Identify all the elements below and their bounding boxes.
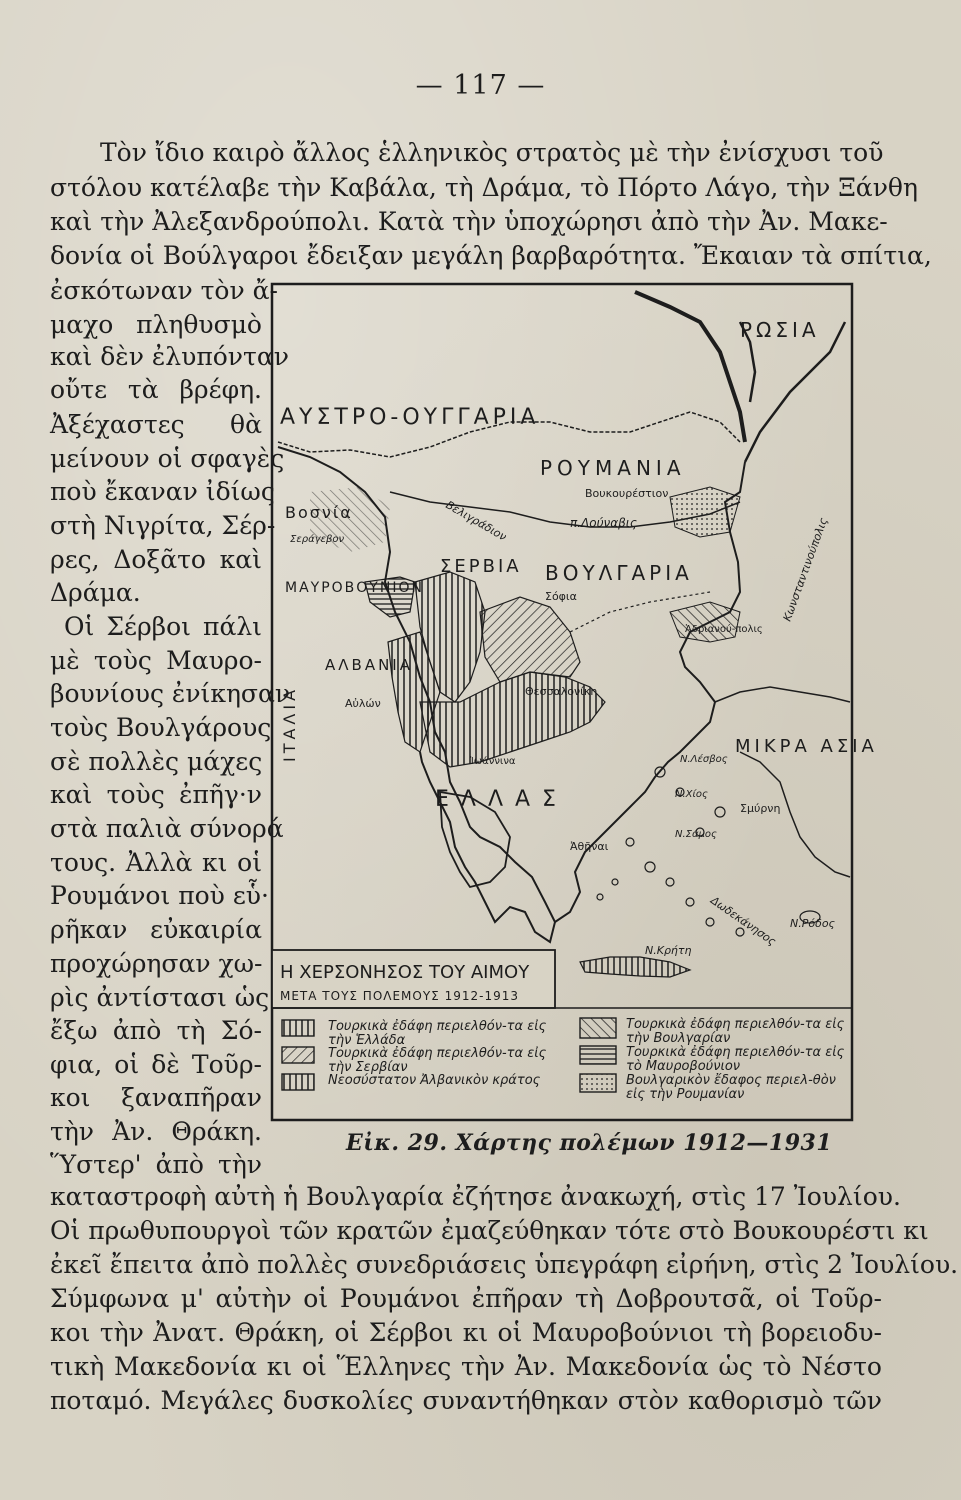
text-line: Δράμα.	[50, 578, 141, 607]
text-line: ρὶς ἀντίστασι ὡς	[50, 983, 270, 1012]
text-line: Οἱ πρωθυπουργοὶ τῶν κρατῶν ἐμαζεύθηκαν τότε στὸ Βουκουρέστι κι	[50, 1216, 929, 1245]
text-line: μείνουν οἱ σφαγὲς	[50, 444, 285, 473]
text-line: ἐσκότωναν τὸν ἄ-	[50, 276, 278, 305]
legend-swatch	[282, 1074, 314, 1090]
legend-label: Τουρκικὰ ἐδάφη περιελθόν-τα εἰς τὸ Μαυροβούνιον	[626, 1045, 845, 1074]
label-sarajevo: Σεράγεβον	[290, 534, 345, 545]
text-line: τους. Ἀλλὰ κι οἱ	[50, 848, 262, 877]
legend-label: Τουρκικὰ ἐδάφη περιελθόν-τα εἰς τὴν Ἑλλάδα	[328, 1019, 547, 1048]
text-line: προχώρησαν χω-	[50, 949, 263, 978]
map-subtitle: ΜΕΤΑ ΤΟΥΣ ΠΟΛΕΜΟΥΣ 1912-1913	[280, 989, 519, 1003]
map-figure	[270, 282, 878, 1122]
text-line: ρῆκαν εὐκαιρία	[50, 915, 262, 944]
text-line: Οἱ Σέρβοι πάλι	[64, 612, 262, 641]
legend-label: Τουρκικὰ ἐδάφη περιελθόν-τα εἰς τὴν Βουλγαρίαν	[626, 1017, 845, 1046]
label-albania: ΑΛΒΑΝΙΑ	[325, 656, 413, 674]
label-avlona: Αὐλών	[345, 697, 381, 710]
crete	[580, 957, 690, 977]
text-line: βουνίους ἐνίκησαν	[50, 679, 291, 708]
label-dodecanese: Δωδεκάνησος	[708, 893, 779, 949]
label-ioannina: Ἰωάννινα	[470, 756, 516, 767]
label-rhodes: Ν.Ρόδος	[790, 917, 836, 930]
text-line: στόλου κατέλαβε τὴν Καβάλα, τὴ Δράμα, τὸ Πόρτο Λάγο, τὴν Ξάνθη	[50, 173, 918, 202]
text-line: τικὴ Μακεδονία κι οἱ Ἕλληνες τὴν Ἀν. Μακεδονία ὡς τὸ Νέστο	[50, 1352, 882, 1381]
text-line: καὶ τὴν Ἀλεξανδρούπολι. Κατὰ τὴν ὑποχώρησι ἀπὸ τὴν Ἀν. Μακε-	[50, 207, 888, 236]
text-line: μαχο πληθυσμὸ	[50, 310, 262, 339]
label-lesbos: Ν.Λέσβος	[680, 754, 728, 765]
legend-swatch	[580, 1018, 616, 1038]
page-number: — 117 —	[415, 70, 546, 101]
text-line: ποταμό. Μεγάλες δυσκολίες συναντήθηκαν στὸν καθορισμὸ τῶν	[50, 1386, 882, 1415]
label-thessaloniki: Θεσσαλονίκη	[525, 685, 598, 698]
text-line: μὲ τοὺς Μαυρο-	[50, 646, 262, 675]
text-line: φια, οἱ δὲ Τοῦρ-	[50, 1050, 262, 1079]
text-line: Σύμφωνα μ' αὐτὴν οἱ Ρουμάνοι ἐπῆραν τὴ Δοβρουτσᾶ, οἱ Τοῦρ-	[50, 1284, 882, 1313]
aegean-islands	[597, 767, 820, 936]
label-minor-asia: ΜΙΚΡΑ ΑΣΙΑ	[735, 736, 878, 757]
text-line: τοὺς Βουλγάρους	[50, 713, 272, 742]
legend-label: Νεοσύστατον Ἀλβανικὸν κράτος	[328, 1073, 541, 1088]
label-sofia: Σόφια	[545, 590, 577, 603]
text-line: ἔξω ἀπὸ τὴ Σό-	[50, 1016, 262, 1045]
text-line: Ρουμάνοι ποὺ εὗ·	[50, 881, 269, 910]
legend-swatch	[282, 1047, 314, 1063]
label-greece: ΕΛΛΑΣ	[435, 787, 568, 812]
text-line: Τὸν ἴδιο καιρὸ ἄλλος ἑλληνικὸς στρατὸς μὲ τὴν ἐνίσχυσι τοῦ	[100, 138, 884, 167]
text-line: καταστροφὴ αὐτὴ ἡ Βουλγαρία ἐζήτησε ἀνακωχή, στὶς 17 Ἰουλίου.	[50, 1182, 901, 1211]
legend-label: Τουρκικὰ ἐδάφη περιελθόν-τα εἰς τὴν Σερβίαν	[328, 1046, 547, 1075]
label-smyrna: Σμύρνη	[740, 802, 781, 815]
dobruja-area	[670, 487, 740, 537]
legend-swatch	[580, 1074, 616, 1092]
text-line: ἐκεῖ ἔπειτα ἀπὸ πολλὲς συνεδριάσεις ὑπεγράφη εἰρήνη, στὶς 2 Ἰουλίου.	[50, 1250, 959, 1279]
label-bulgaria: ΒΟΥΛΓΑΡΙΑ	[545, 561, 693, 585]
text-line: Ἀξέχαστες θὰ	[50, 410, 262, 439]
text-line: τὴν Ἀν. Θράκη.	[50, 1117, 262, 1146]
label-belgrade: Βελιγράδιον	[443, 498, 509, 544]
label-bucharest: Βουκουρέστιον	[585, 487, 669, 500]
text-line: ποὺ ἔκαναν ἰδίως	[50, 477, 275, 506]
text-line: κοι ξαναπῆραν	[50, 1083, 262, 1112]
text-line: καὶ τοὺς ἐπῆγ·ν	[50, 780, 262, 809]
label-italy: ΙΤΑΛΙΑ	[280, 685, 299, 762]
label-adrianople: Ἀδριανού-πολις	[685, 624, 763, 635]
legend-swatch	[282, 1020, 314, 1036]
coastline-black-sea	[745, 322, 845, 462]
label-constantinople: Κωνσταντινούπολις	[780, 515, 831, 624]
label-athens: Ἀθῆναι	[570, 840, 609, 853]
label-russia: ΡΩΣΙΑ	[740, 318, 820, 342]
text-line: οὔτε τὰ βρέφη.	[50, 375, 262, 404]
text-line: δονία οἱ Βούλγαροι ἔδειξαν μεγάλη βαρβαρότητα. Ἔκαιαν τὰ σπίτια,	[50, 241, 932, 270]
label-bosnia: Βοσνία	[285, 503, 353, 522]
label-austria: ΑΥΣΤΡΟ-ΟΥΓΓΑΡΙΑ	[280, 405, 540, 430]
label-montenegro: ΜΑΥΡΟΒΟΥΝΙΟΝ	[285, 580, 424, 596]
text-line: κοι τὴν Ἀνατ. Θράκη, οἱ Σέρβοι κι οἱ Μαυροβούνιοι τὴ βορειοδυ-	[50, 1318, 882, 1347]
text-line: Ὕστερ' ἀπὸ τὴν	[50, 1150, 262, 1179]
label-serbia: ΣΕΡΒΙΑ	[440, 556, 522, 577]
legend-label: Βουλγαρικὸν ἔδαφος περιελ-θὸν εἰς τὴν Ρουμανίαν	[626, 1073, 836, 1102]
label-crete: Ν.Κρήτη	[645, 944, 692, 957]
label-romania: ΡΟΥΜΑΝΙΑ	[540, 456, 686, 480]
text-line: στὴ Νιγρίτα, Σέρ-	[50, 511, 276, 540]
text-line: ρες, Δοξᾶτο καὶ	[50, 545, 262, 574]
label-samos: Ν.Σάμος	[675, 829, 717, 840]
text-line: καὶ δὲν ἐλυπόνταν	[50, 342, 289, 371]
label-chios: Ν.Χίος	[675, 789, 708, 800]
map-title: Η ΧΕΡΣΟΝΗΣΟΣ ΤΟΥ ΑΙΜΟΥ	[280, 962, 530, 983]
text-line: στὰ παλιὰ σύνορά	[50, 814, 284, 843]
figure-caption: Εἰκ. 29. Χάρτης πολέμων 1912—1931	[346, 1130, 833, 1156]
label-danube: π.Δούναβις	[570, 516, 637, 530]
legend-swatch	[580, 1046, 616, 1064]
text-line: σὲ πολλὲς μάχες	[50, 747, 263, 776]
balkan-map	[270, 282, 878, 1122]
bulgarian-gains-area	[480, 597, 580, 682]
